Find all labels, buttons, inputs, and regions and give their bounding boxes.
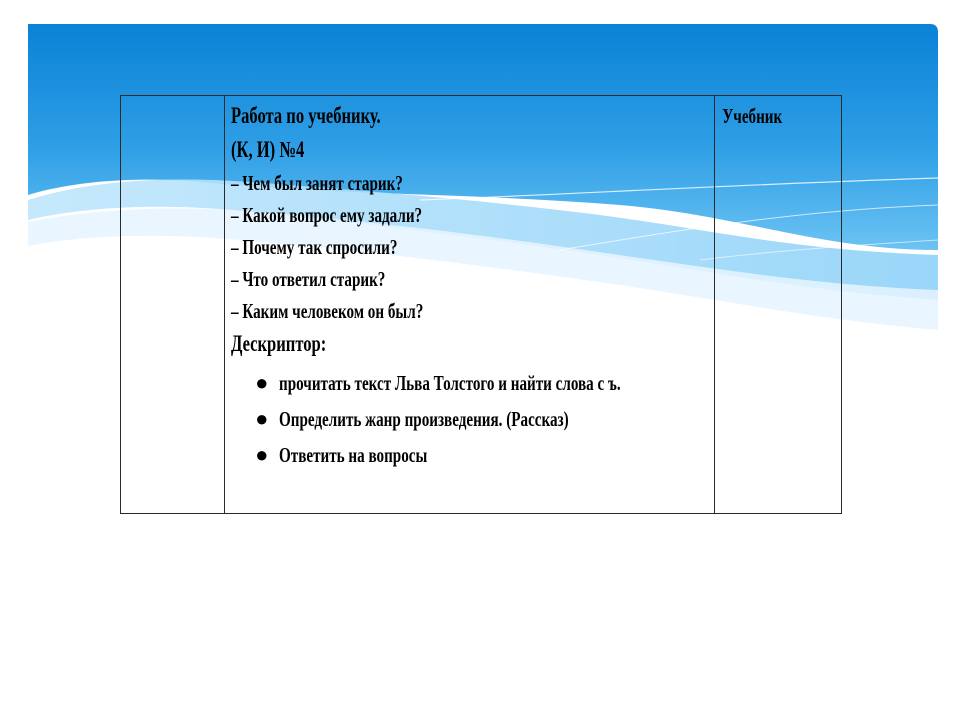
- task-heading: Работа по учебнику.: [231, 103, 381, 128]
- table-row: [121, 96, 842, 514]
- question-5: – Каким человеком он был?: [231, 299, 424, 323]
- bullet-icon: ●: [255, 370, 269, 395]
- task-mode: (К, И) №4: [231, 137, 305, 162]
- question-4: – Что ответил старик?: [231, 267, 386, 291]
- resource-cell: [714, 96, 841, 514]
- list-item: ● прочитать текст Льва Толстого и найти слова с ъ.: [231, 365, 708, 401]
- question-1: – Чем был занят старик?: [231, 171, 404, 195]
- list-item: ● Определить жанр произведения. (Рассказ): [231, 401, 708, 437]
- resource-label: Учебник: [722, 104, 783, 128]
- bullet-icon: ●: [255, 442, 269, 467]
- question-2: – Какой вопрос ему задали?: [231, 203, 423, 227]
- descriptor-list: [231, 365, 708, 473]
- lesson-plan-table: [120, 95, 842, 514]
- question-3: – Почему так спросили?: [231, 235, 398, 259]
- task-cell: [225, 96, 715, 514]
- descriptor-label: Дескриптор:: [231, 331, 327, 356]
- list-item: ● Ответить на вопросы: [231, 437, 708, 473]
- stage-cell: [121, 96, 225, 514]
- bullet-icon: ●: [255, 406, 269, 431]
